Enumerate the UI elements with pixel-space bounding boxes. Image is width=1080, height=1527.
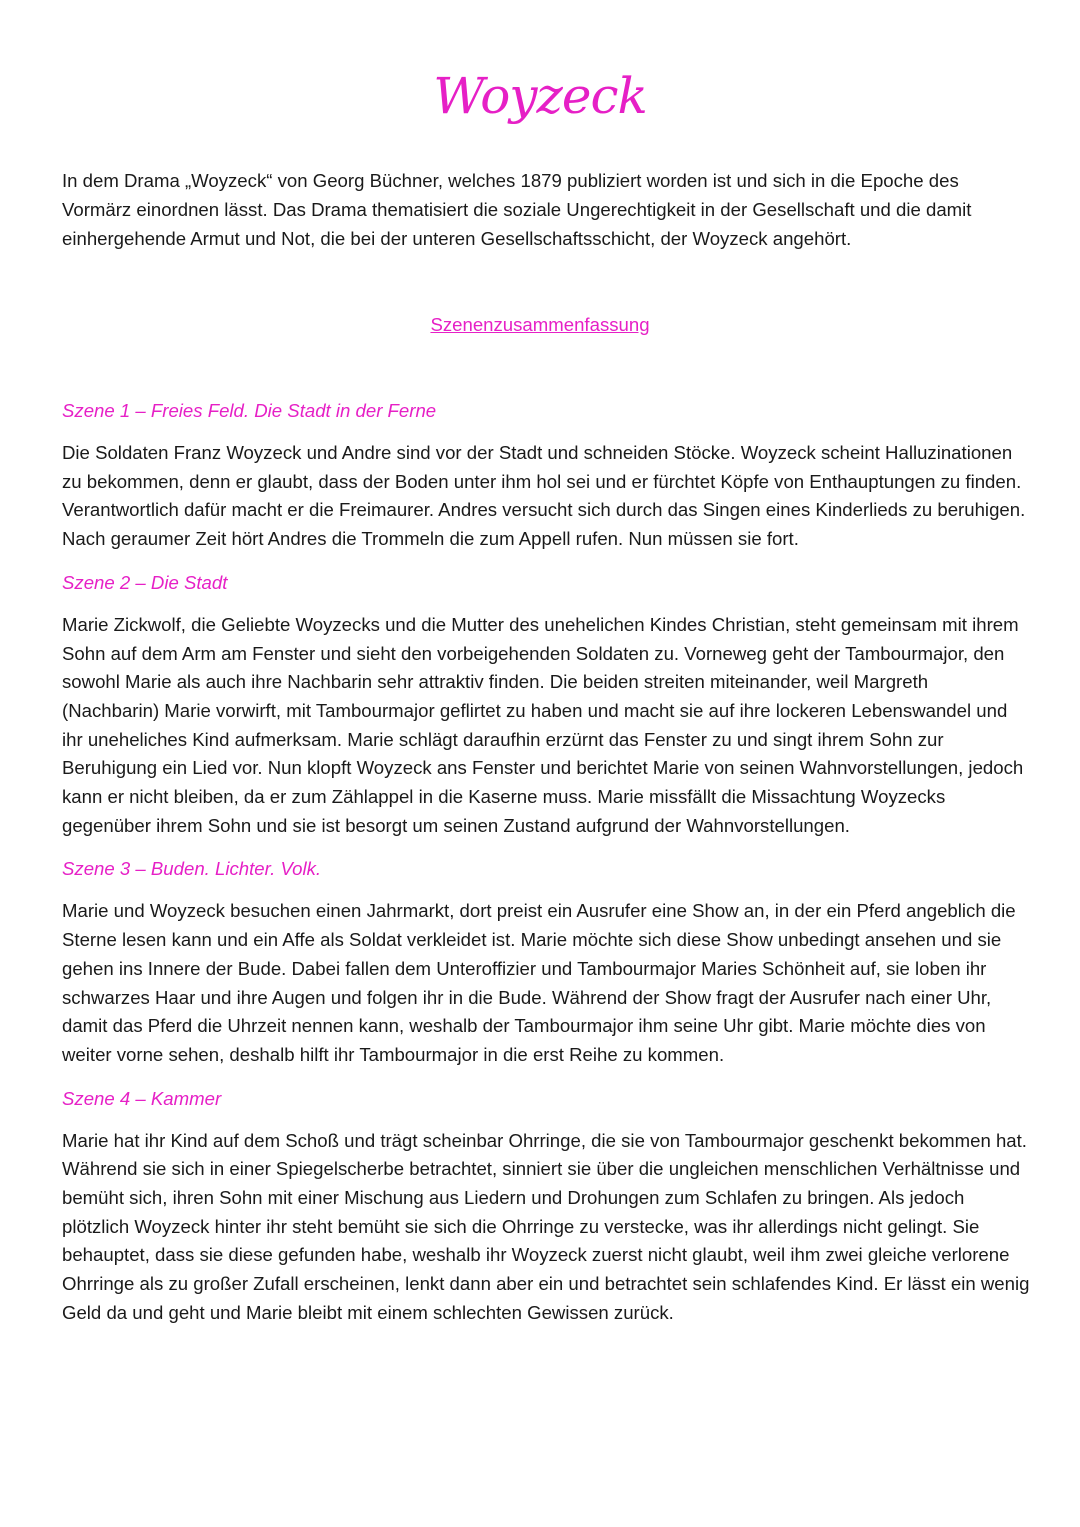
intro-paragraph: In dem Drama „Woyzeck“ von Georg Büchner, welches 1879 publiziert worden ist und sich in die Epoche des Vormärz einordnen lässt. Das Drama thematisiert die soziale Ungerechtigkeit in der Gesellschaft und die damit einhergehende Armut und Not, die bei der unteren Gesellschaftsschicht, der Woyzeck angehört.: [62, 170, 972, 249]
scene-2: [62, 568, 1030, 841]
scene-text: Marie hat ihr Kind auf dem Schoß und trägt scheinbar Ohrringe, die sie von Tambourmajor geschenkt bekommen hat. Während sie sich in einer Spiegelscherbe betrachtet, sinniert sie über die ungleichen menschlichen Verhältnisse und bemüht sich, ihren Sohn mit einer Mischung aus Liedern und Drohungen zum Schlafen zu bringen. Als jedoch plötzlich Woyzeck hinter ihr steht bemüht sie sich die Ohrringe zu verstecke, was ihr allerdings nicht gelingt. Sie behauptet, dass sie diese gefunden habe, weshalb ihr Woyzeck zuerst nicht glaubt, weil ihm zwei gleiche verlorene Ohrringe als zu großer Zufall erscheinen, lenkt dann aber ein und betrachtet sein schlafendes Kind. Er lässt ein wenig Geld da und geht und Marie bleibt mit einem schlechten Gewissen zurück.: [62, 1129, 1030, 1323]
scene-heading: Szene 3 – Buden. Lichter. Volk.: [62, 858, 322, 880]
scene-text: Die Soldaten Franz Woyzeck und Andre sind vor der Stadt und schneiden Stöcke. Woyzeck scheint Halluzinationen zu bekommen, denn er glaubt, dass der Boden unter ihm hol sei und er fürchtet Köpfe von Enthauptungen zu finden. Verantwortlich dafür macht er die Freimaurer. Andres versucht sich durch das Singen eines Kinderlieds zu beruhigen. Nach geraumer Zeit hört Andres die Trommeln die zum Appell rufen. Nun müssen sie fort.: [62, 442, 1026, 550]
scene-1: [62, 396, 1030, 554]
scene-heading: Szene 2 – Die Stadt: [62, 571, 228, 593]
scene-text: Marie und Woyzeck besuchen einen Jahrmarkt, dort preist ein Ausrufer eine Show an, in der ein Pferd angeblich die Sterne lesen kann und ein Affe als Soldat verkleidet ist. Marie möchte sich diese Show unbedingt ansehen und sie gehen ins Innere der Bude. Dabei fallen dem Unteroffizier und Tambourmajor Maries Schönheit auf, sie loben ihr schwarzes Haar und ihre Augen und folgen ihr in die Bude. Während der Show fragt der Ausrufer nach einer Uhr, damit das Pferd die Uhrzeit nennen kann, weshalb der Tambourmajor ihm seine Uhr gibt. Marie möchte dies von weiter vorne sehen, deshalb hilft ihr Tambourmajor in die erst Reihe zu kommen.: [62, 900, 1016, 1065]
scene-list: [62, 396, 1030, 1342]
scene-heading: Szene 1 – Freies Feld. Die Stadt in der Ferne: [62, 400, 437, 421]
scene-text: Marie Zickwolf, die Geliebte Woyzecks und die Mutter des unehelichen Kindes Christian, steht gemeinsam mit ihrem Sohn auf dem Arm am Fenster und sieht den vorbeigehenden Soldaten zu. Vorneweg geht der Tambourmajor, den sowohl Marie als auch ihre Nachbarin sehr attraktiv finden. Die beiden streiten miteinander, weil Margreth (Nachbarin) Marie vorwirft, mit Tambourmajor geflirtet zu haben und macht sie auf ihre lockeren Lebenswandel und ihr uneheliches Kind aufmerksam. Marie schlägt daraufhin erzürnt das Fenster zu und singt ihrem Sohn zur Beruhigung ein Lied vor. Nun klopft Woyzeck ans Fenster und berichtet Marie von seinen Wahnvorstellungen, jedoch kann er nicht bleiben, da er zum Zählappel in die Kaserne muss. Marie missfällt die Missachtung Woyzecks gegenüber ihrem Sohn und sie ist besorgt um seinen Zustand aufgrund der Wahnvorstellungen.: [62, 613, 1024, 836]
scene-4: [62, 1084, 1030, 1328]
scene-heading: Szene 4 – Kammer: [62, 1087, 222, 1109]
scene-3: [62, 854, 1030, 1069]
document-title: Woyzeck: [433, 67, 647, 125]
section-heading: Szenenzusammenfassung: [430, 314, 650, 335]
